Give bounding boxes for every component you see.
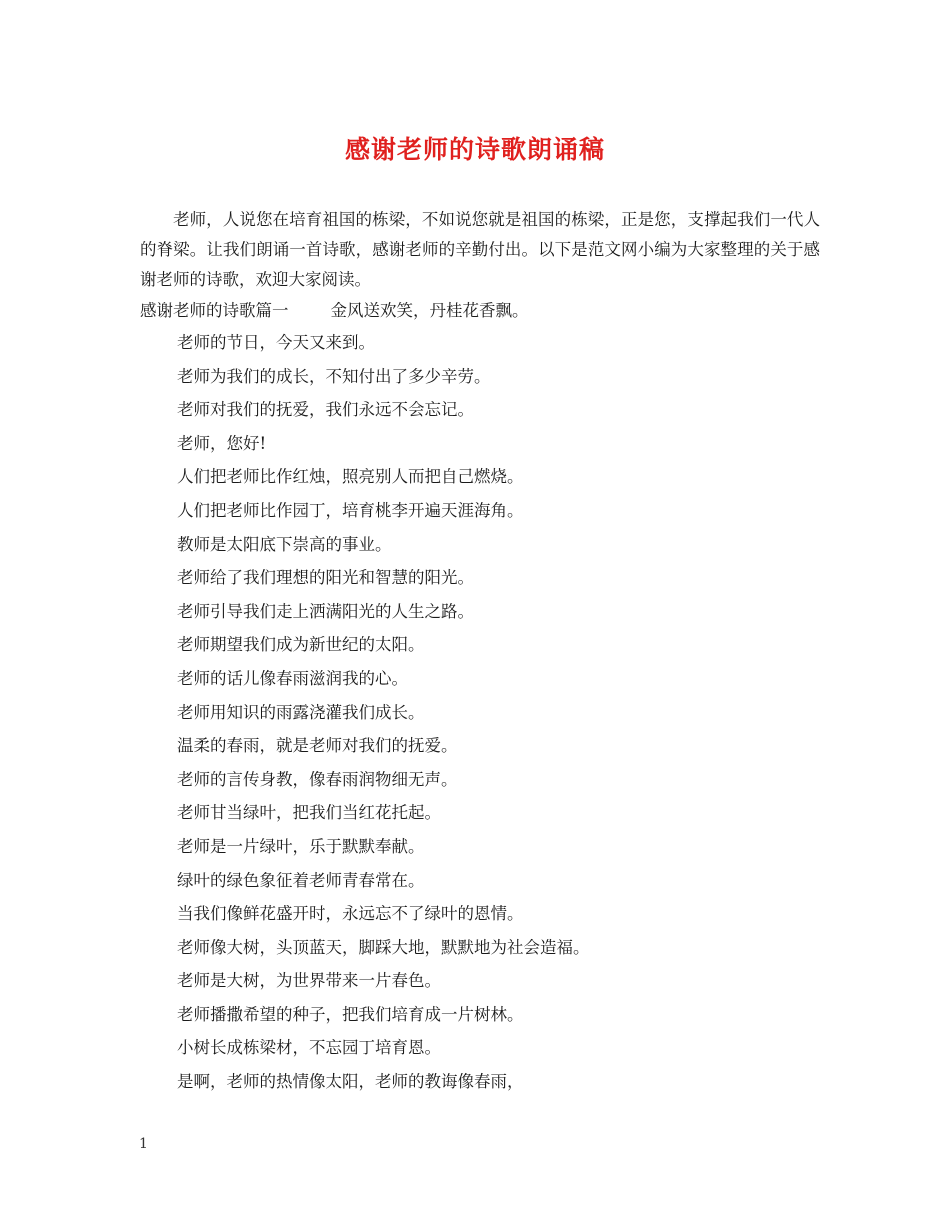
poem-line: 老师为我们的成长，不知付出了多少辛劳。 bbox=[177, 366, 491, 386]
poem-line: 当我们像鲜花盛开时，永远忘不了绿叶的恩情。 bbox=[177, 904, 524, 924]
poem-line: 老师，您好! bbox=[177, 433, 267, 453]
poem-line: 老师播撒希望的种子，把我们培育成一片树林。 bbox=[177, 1004, 524, 1024]
poem-line: 老师用知识的雨露浇灌我们成长。 bbox=[177, 702, 425, 722]
document-body bbox=[140, 205, 820, 1099]
page-number: 1 bbox=[139, 1136, 148, 1152]
poem-line: 老师的话儿像春雨滋润我的心。 bbox=[177, 668, 408, 688]
section-heading: 感谢老师的诗歌篇一 bbox=[140, 301, 289, 320]
poem-line: 老师像大树，头顶蓝天，脚踩大地，默默地为社会造福。 bbox=[177, 937, 590, 957]
section-first-line: 金风送欢笑，丹桂花香飘。 bbox=[330, 301, 529, 320]
poem-line: 老师给了我们理想的阳光和智慧的阳光。 bbox=[177, 568, 474, 588]
poem-line: 老师的节日，今天又来到。 bbox=[177, 333, 375, 352]
poem-line: 温柔的春雨，就是老师对我们的抚爱。 bbox=[177, 736, 458, 756]
poem-line: 老师对我们的抚爱，我们永远不会忘记。 bbox=[177, 400, 474, 420]
poem-line: 小树长成栋梁材，不忘园丁培育恩。 bbox=[177, 1038, 441, 1058]
poem-line: 老师是大树，为世界带来一片春色。 bbox=[177, 971, 441, 991]
poem-line: 教师是太阳底下崇高的事业。 bbox=[177, 534, 392, 554]
poem-line: 人们把老师比作园丁，培育桃李开遍天涯海角。 bbox=[177, 500, 524, 520]
poem-line: 人们把老师比作红烛，照亮别人而把自己燃烧。 bbox=[177, 467, 524, 487]
poem-line: 绿叶的绿色象征着老师青春常在。 bbox=[177, 870, 425, 890]
poem-line: 老师甘当绿叶，把我们当红花托起。 bbox=[177, 803, 441, 823]
poem-line: 是啊，老师的热情像太阳，老师的教诲像春雨， bbox=[177, 1072, 524, 1092]
poem-line: 老师期望我们成为新世纪的太阳。 bbox=[177, 635, 425, 655]
poem-line: 老师引导我们走上洒满阳光的人生之路。 bbox=[177, 601, 474, 621]
intro-paragraph: 老师，人说您在培育祖国的栋梁，不如说您就是祖国的栋梁，正是您，支撑起我们一代人的脊梁。让我们朗诵一首诗歌，感谢老师的辛勤付出。以下是范文网小编为大家整理的关于感谢老师的诗歌，欢迎大家阅读。 bbox=[140, 210, 820, 289]
poem-lines bbox=[140, 326, 820, 1099]
section-heading-line bbox=[140, 295, 820, 326]
document-title: 感谢老师的诗歌朗诵稿 bbox=[344, 135, 605, 164]
poem-line: 老师是一片绿叶，乐于默默奉献。 bbox=[177, 836, 425, 856]
poem-line: 老师的言传身教，像春雨润物细无声。 bbox=[177, 769, 458, 789]
